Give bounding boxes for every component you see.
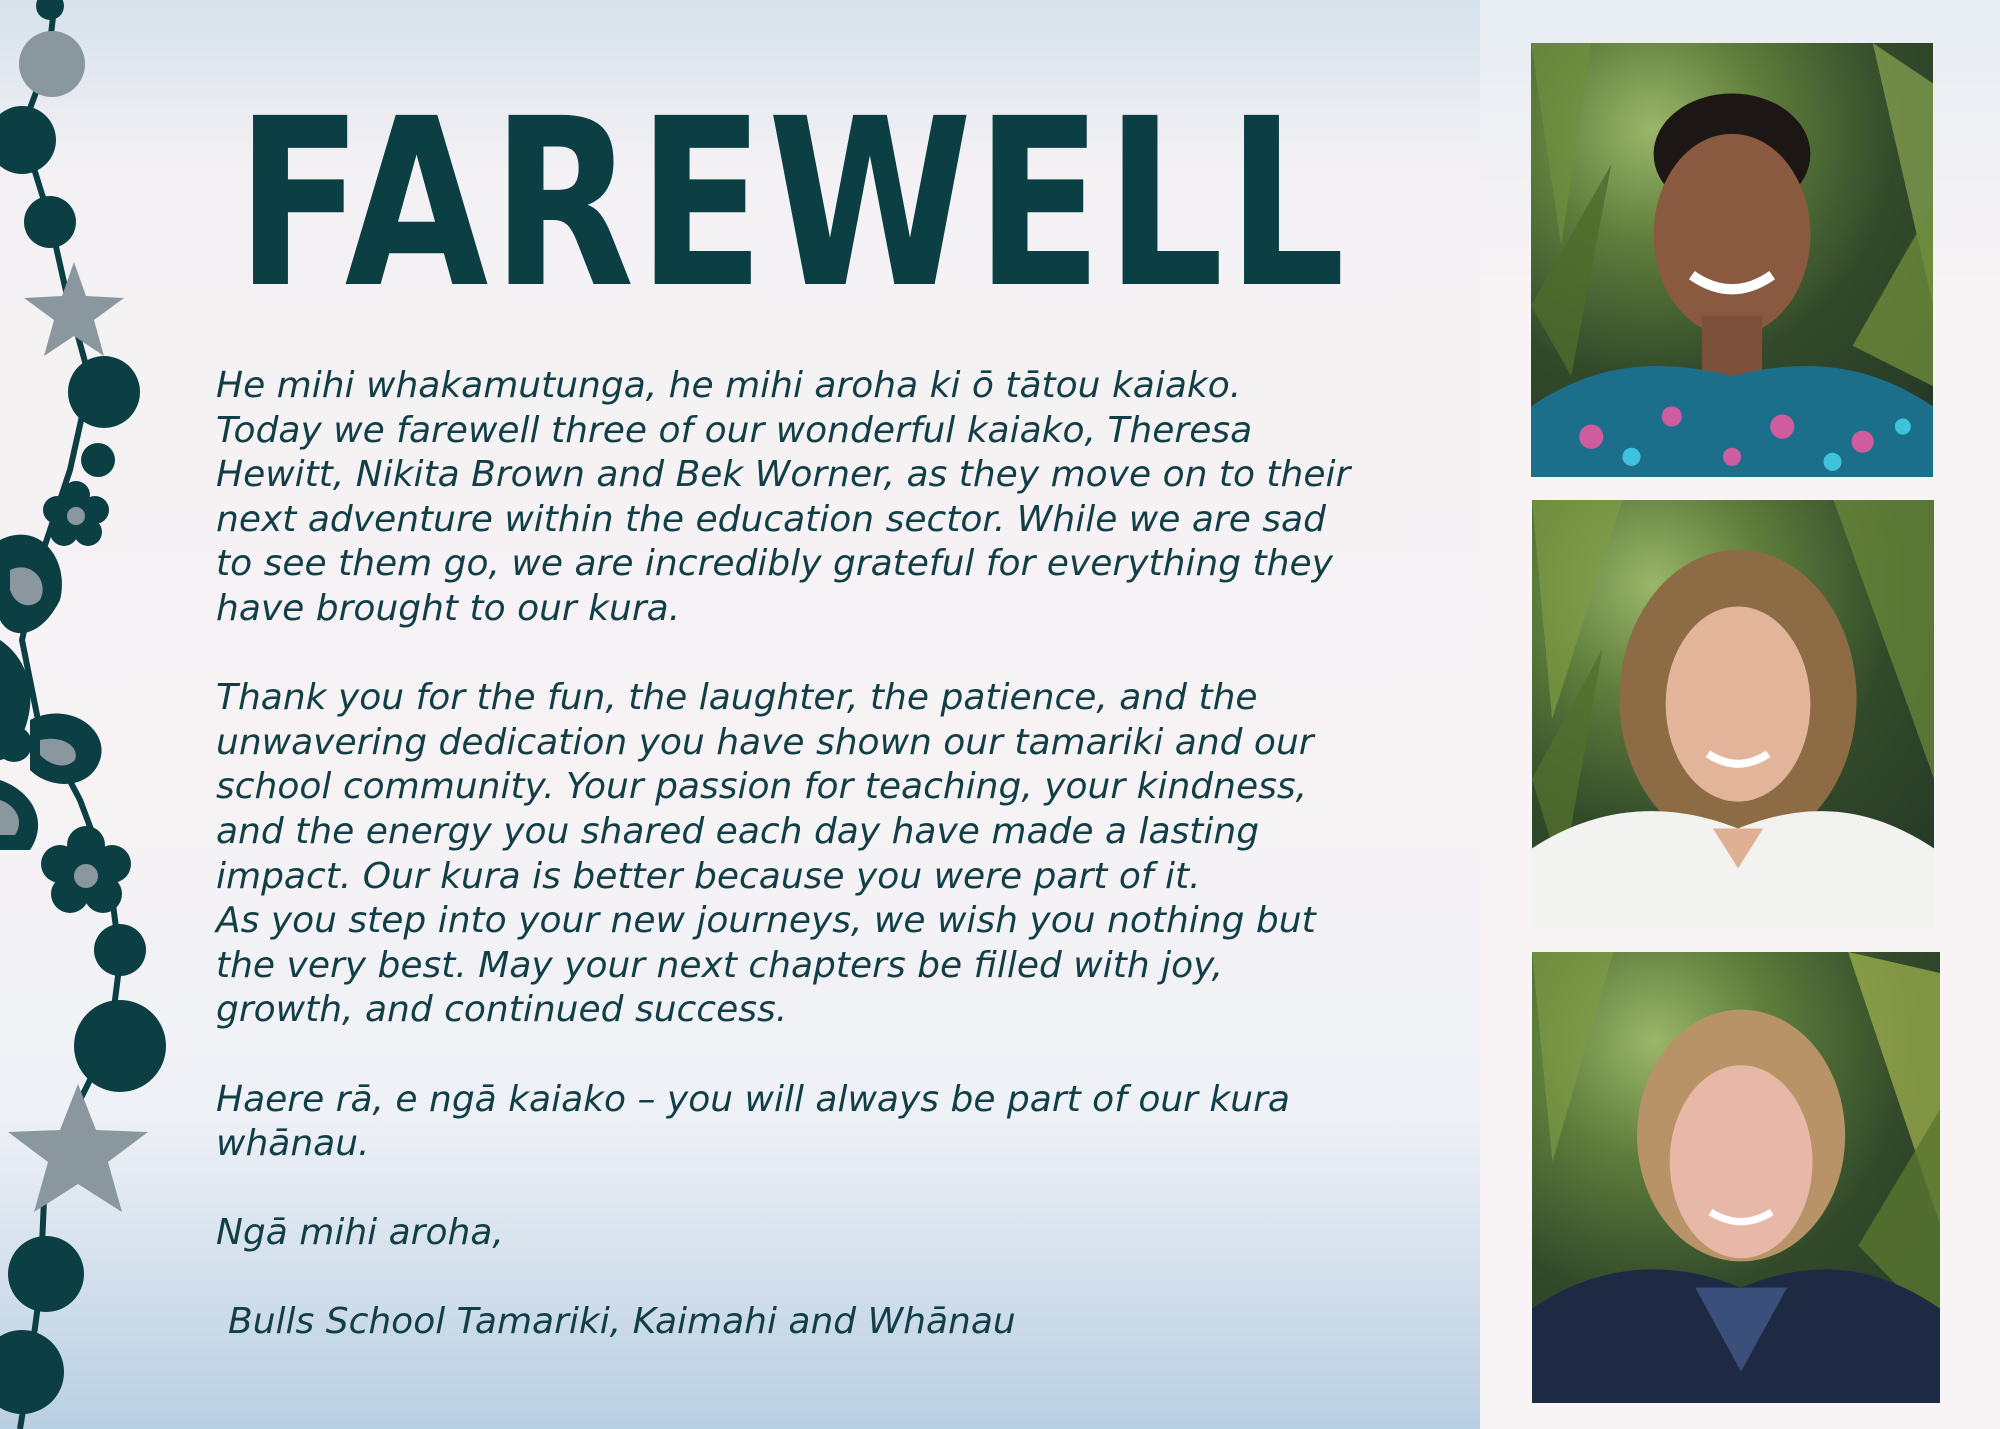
message-line: impact. Our kura is better because you were part of it. — [216, 855, 1201, 897]
message-line: Today we farewell three of our wonderful kaiako, Theresa — [216, 409, 1253, 451]
message-line: the very best. May your next chapters be filled with joy, — [216, 944, 1224, 986]
bead-garland-decoration — [0, 0, 180, 1429]
portrait-illustration — [1532, 500, 1934, 928]
teacher-portrait-2 — [1532, 500, 1934, 928]
farewell-message — [216, 364, 1446, 1345]
message-line: have brought to our kura. — [216, 587, 681, 629]
message-line: Hewitt, Nikita Brown and Bek Worner, as they move on to their — [216, 454, 1351, 496]
teacher-portrait-3 — [1532, 952, 1940, 1403]
message-line: Haere rā, e ngā kaiako – you will always be part of our kura — [216, 1078, 1290, 1120]
signature: Bulls School Tamariki, Kaimahi and Whānau — [228, 1301, 1016, 1343]
message-line: and the energy you shared each day have made a lasting — [216, 810, 1260, 852]
message-line: He mihi whakamutunga, he mihi aroha ki ō tātou kaiako. — [216, 365, 1242, 406]
farewell-title: FAREWELL — [236, 69, 1349, 339]
message-line: school community. Your passion for teaching, your kindness, — [216, 766, 1308, 808]
message-line: As you step into your new journeys, we wish you nothing but — [216, 900, 1316, 942]
portrait-illustration — [1532, 952, 1940, 1403]
paragraph-gap — [216, 632, 1446, 677]
paragraph-gap — [216, 1167, 1446, 1212]
paragraph-gap — [216, 1033, 1446, 1078]
paragraph-gap — [216, 1256, 1446, 1301]
message-line: Thank you for the fun, the laughter, the patience, and the — [216, 677, 1258, 719]
message-line: growth, and continued success. — [216, 989, 788, 1031]
message-line: unwavering dedication you have shown our tamariki and our — [216, 721, 1314, 763]
flower-decoration — [41, 481, 131, 913]
message-line: next adventure within the education sector. While we are sad — [216, 498, 1326, 540]
message-line: whānau. — [216, 1123, 370, 1165]
message-line: to see them go, we are incredibly grateful for everything they — [216, 543, 1333, 585]
teacher-portrait-1 — [1531, 43, 1933, 477]
sign-off: Ngā mihi aroha, — [216, 1212, 504, 1254]
portrait-illustration — [1531, 43, 1933, 477]
